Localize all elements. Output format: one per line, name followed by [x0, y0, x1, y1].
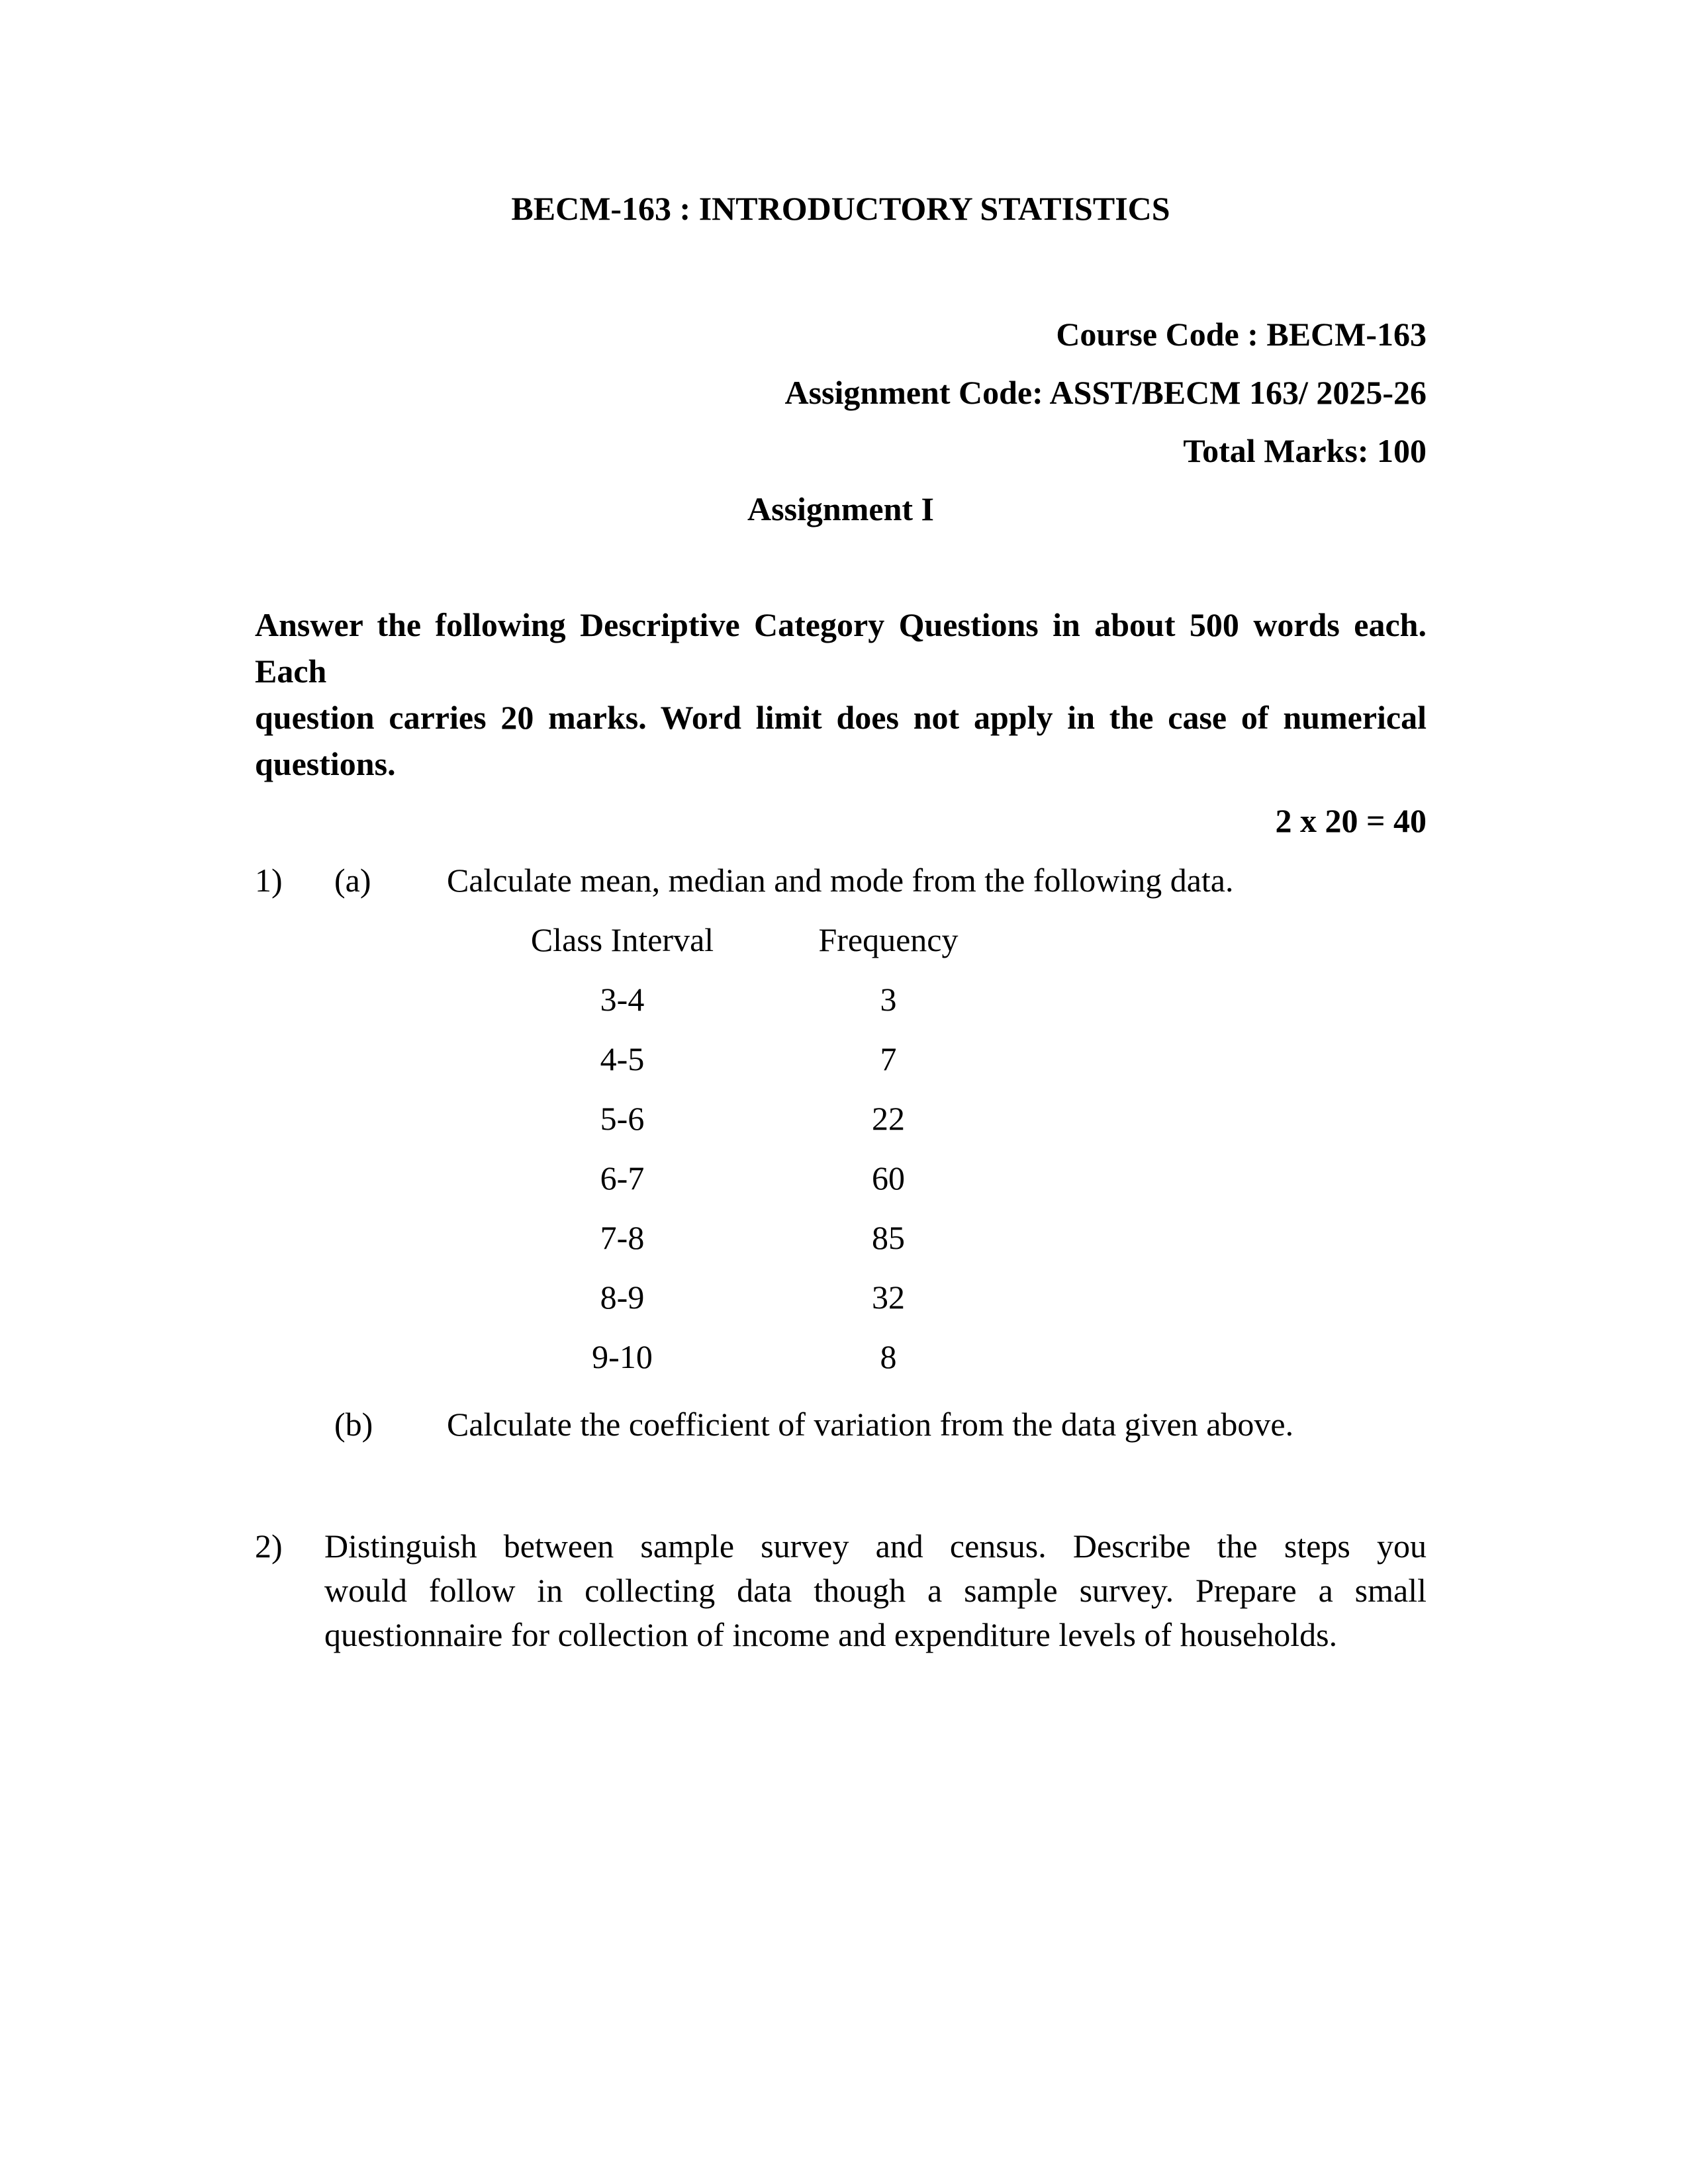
total-marks-line: Total Marks: 100	[1183, 432, 1427, 469]
question-1b-label: (b)	[334, 1406, 373, 1443]
table-row	[255, 976, 1427, 1023]
class-interval-header: Class Interval	[530, 921, 714, 958]
instructions-line-2: question carries 20 marks. Word limit does not apply in the case of numerical questions.	[255, 699, 1427, 782]
frequency-cell: 3	[880, 981, 897, 1018]
question-1a-row	[255, 857, 1427, 903]
frequency-table	[255, 917, 1427, 1380]
question-2-line-2: would follow in collecting data though a sample survey. Prepare a small	[324, 1572, 1427, 1609]
instructions-line-1: Answer the following Descriptive Category Questions in about 500 words each. Each	[255, 606, 1427, 690]
section-heading: Assignment I	[747, 490, 934, 527]
question-2-line-3: questionnaire for collection of income and expenditure levels of households.	[324, 1616, 1338, 1653]
question-2-number: 2)	[255, 1527, 283, 1565]
table-row	[255, 1155, 1427, 1201]
frequency-cell: 32	[872, 1279, 905, 1316]
frequency-cell: 7	[880, 1040, 897, 1077]
frequency-header: Frequency	[818, 921, 959, 958]
class-interval-cell: 9-10	[592, 1338, 653, 1375]
question-2-line-1: Distinguish between sample survey and census. Describe the steps you	[324, 1527, 1427, 1565]
question-1a-text: Calculate mean, median and mode from the following data.	[447, 862, 1234, 899]
frequency-cell: 8	[880, 1338, 897, 1375]
table-row	[255, 1036, 1427, 1082]
frequency-cell: 85	[872, 1219, 905, 1256]
class-interval-cell: 4-5	[600, 1040, 645, 1077]
table-row	[255, 1274, 1427, 1320]
question-2-block	[255, 1524, 1427, 1657]
table-row	[255, 1334, 1427, 1380]
question-1b-text: Calculate the coefficient of variation from the data given above.	[447, 1406, 1294, 1443]
table-header-row	[255, 917, 1427, 963]
class-interval-cell: 6-7	[600, 1160, 645, 1197]
table-row	[255, 1214, 1427, 1261]
question-1a-label: (a)	[334, 862, 371, 899]
class-interval-cell: 3-4	[600, 981, 645, 1018]
question-1b-number-spacer	[255, 1401, 334, 1447]
question-1-number: 1)	[255, 862, 283, 899]
question-1b-row	[255, 1401, 1427, 1447]
page-content	[255, 0, 1427, 1657]
frequency-cell: 22	[872, 1100, 905, 1137]
marks-scheme: 2 x 20 = 40	[1275, 802, 1427, 839]
class-interval-cell: 7-8	[600, 1219, 645, 1256]
page-title: BECM-163 : INTRODUCTORY STATISTICS	[511, 190, 1170, 227]
class-interval-cell: 5-6	[600, 1100, 645, 1137]
instructions-paragraph	[255, 602, 1427, 787]
table-row	[255, 1095, 1427, 1142]
class-interval-cell: 8-9	[600, 1279, 645, 1316]
assignment-code-line: Assignment Code: ASST/BECM 163/ 2025-26	[784, 374, 1427, 411]
frequency-cell: 60	[872, 1160, 905, 1197]
course-code-line: Course Code : BECM-163	[1056, 316, 1427, 353]
frequency-table-body	[255, 976, 1427, 1380]
